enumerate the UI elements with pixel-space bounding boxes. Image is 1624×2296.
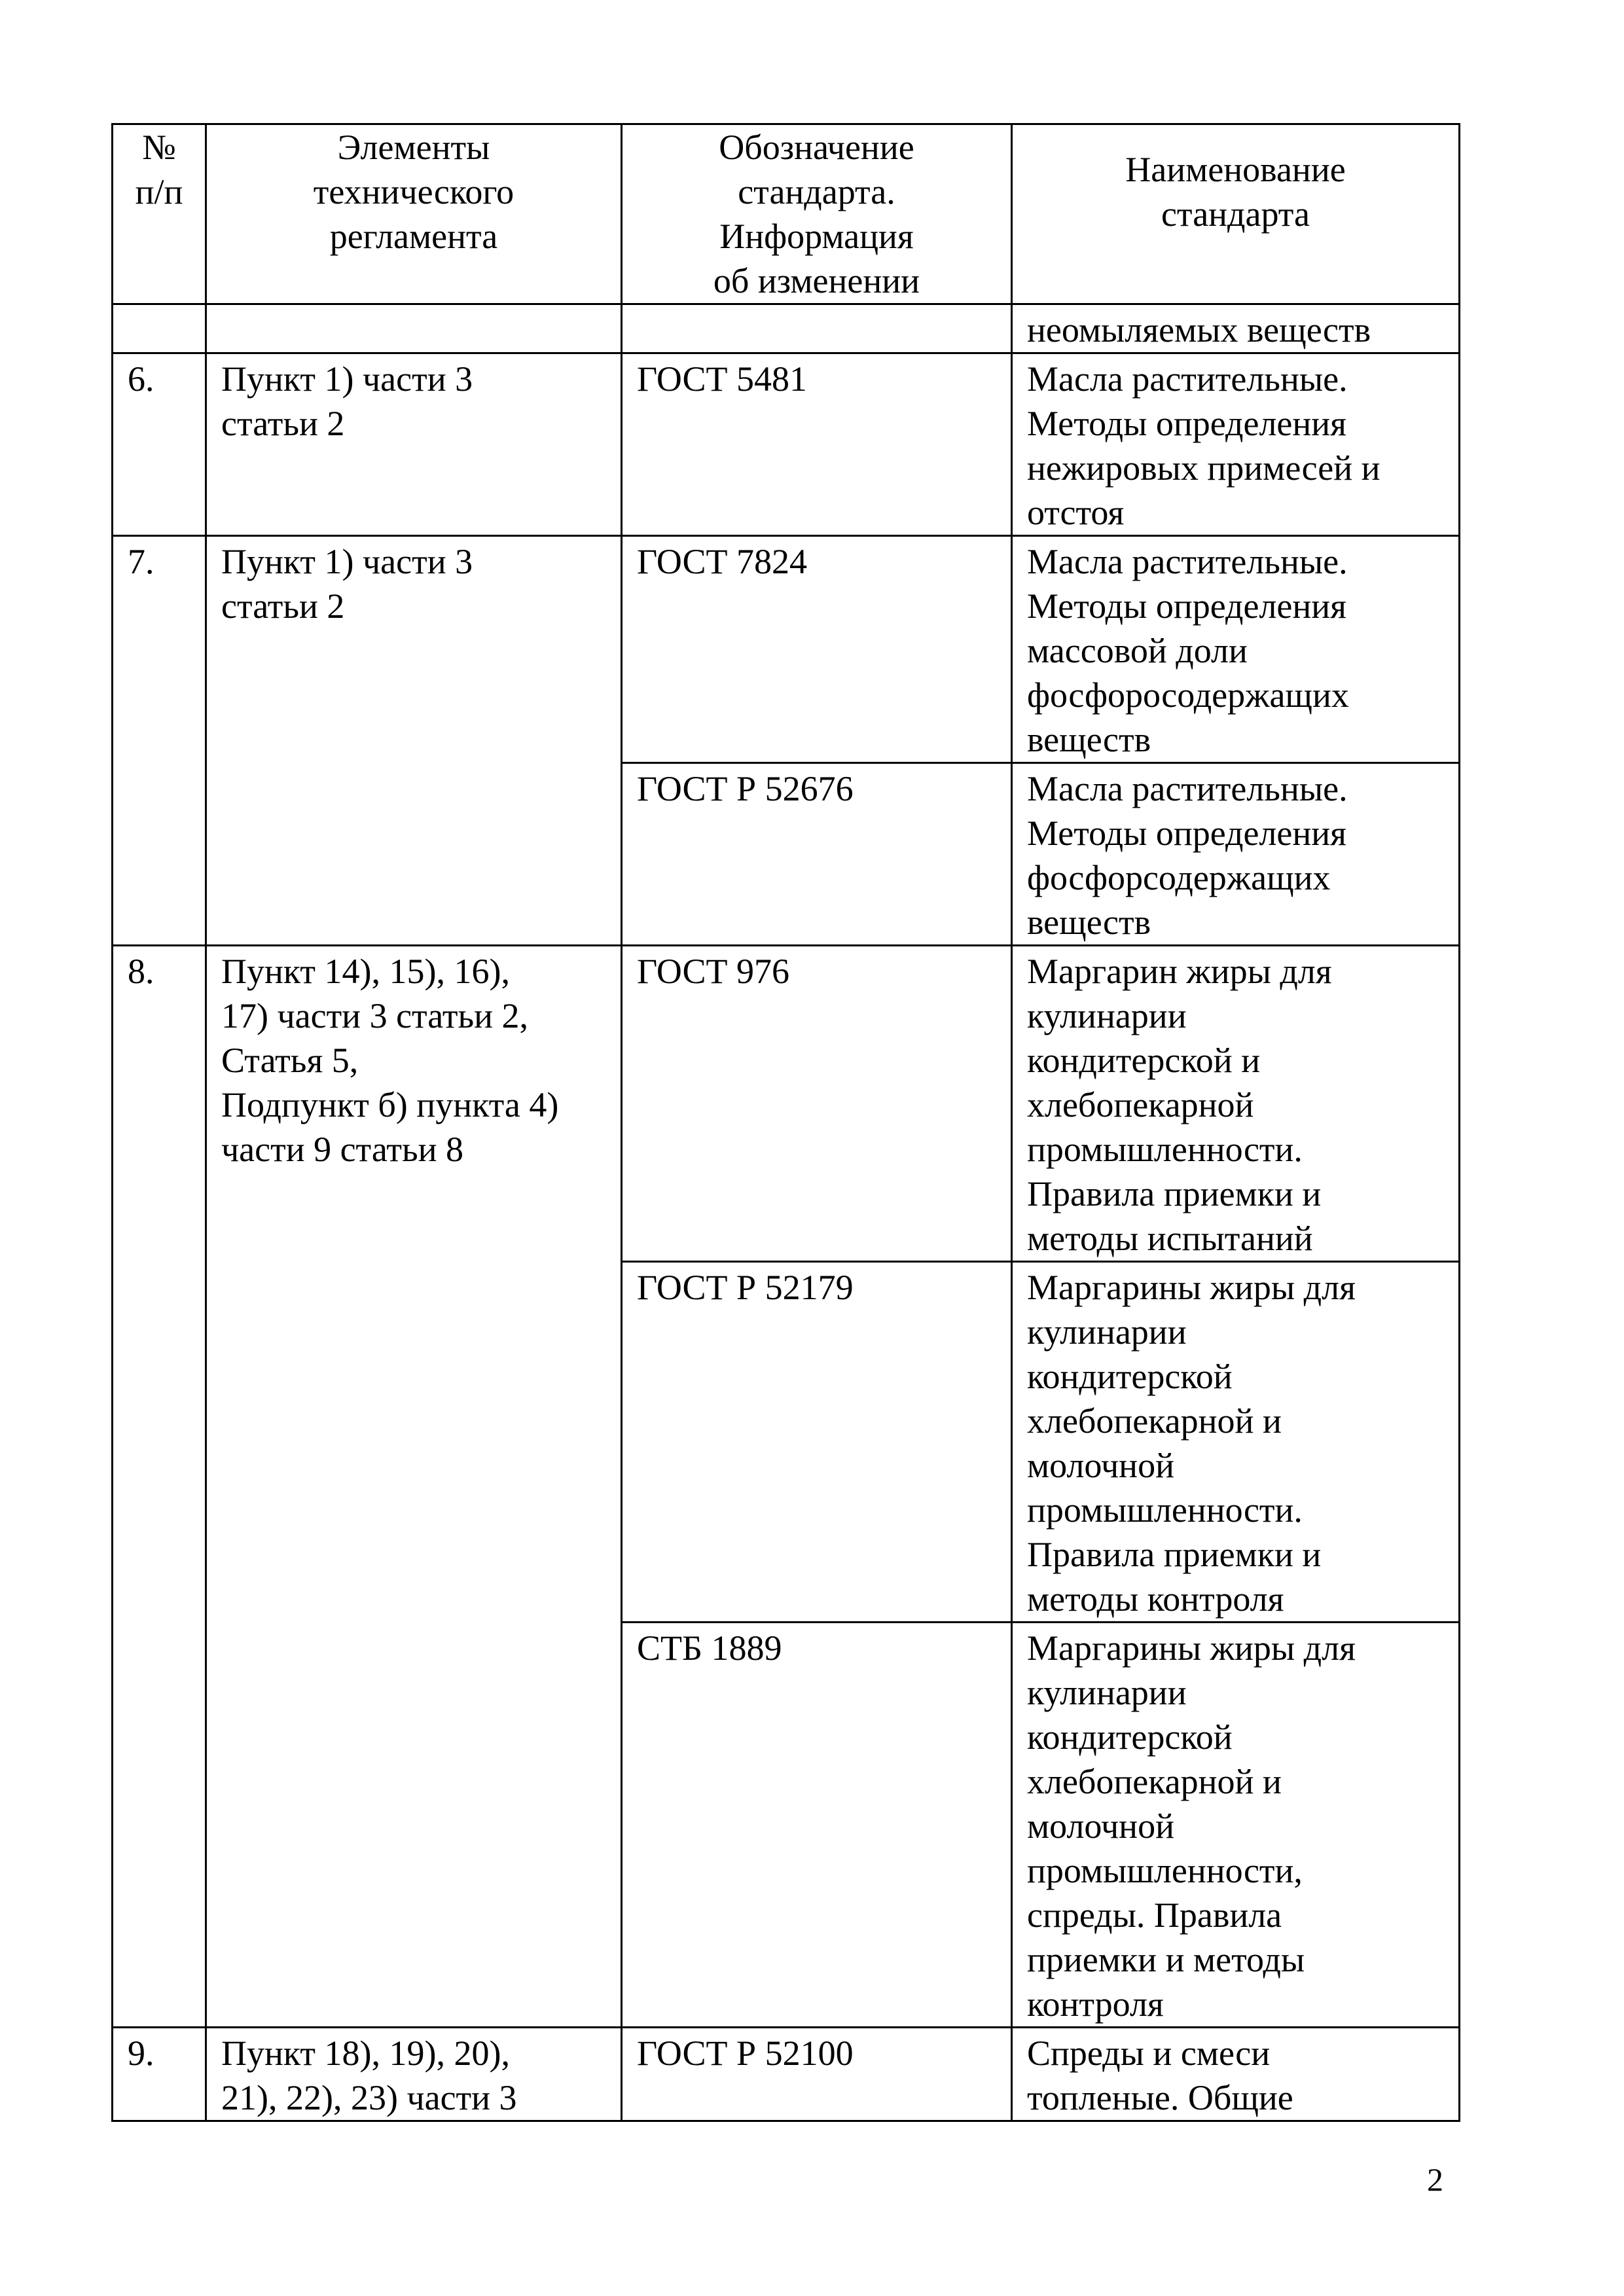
table-row xyxy=(113,353,1460,536)
cell-name: Масла растительные. Методы определения нежировых примесей и отстоя xyxy=(1012,353,1460,536)
cell-element: Пункт 1) части 3 статьи 2 xyxy=(206,536,622,946)
header-row xyxy=(113,124,1460,304)
cell-name: Маргарины жиры для кулинарии кондитерской хлебопекарной и молочной промышленности, спреды. Правила приемки и методы контроля xyxy=(1012,1623,1460,2028)
cell-name: Маргарин жиры для кулинарии кондитерской и хлебопекарной промышленности. Правила приемки и методы испытаний xyxy=(1012,946,1460,1262)
cell-code: ГОСТ Р 52676 xyxy=(622,763,1012,946)
cell-number: 8. xyxy=(113,946,206,2028)
cell-name: Спреды и смеси топленые. Общие xyxy=(1012,2028,1460,2121)
table-row xyxy=(113,536,1460,763)
cell-number: 9. xyxy=(113,2028,206,2121)
cell-code: ГОСТ Р 52179 xyxy=(622,1262,1012,1623)
cell-element: Пункт 14), 15), 16), 17) части 3 статьи 2, Статья 5, Подпункт б) пункта 4) части 9 статьи 8 xyxy=(206,946,622,2028)
cell-element: Пункт 1) части 3 статьи 2 xyxy=(206,353,622,536)
cell-code: ГОСТ 7824 xyxy=(622,536,1012,763)
table-row xyxy=(113,304,1460,353)
standards-table xyxy=(111,123,1460,2122)
cell-name: Масла растительные. Методы определения массовой доли фосфоросодержащих веществ xyxy=(1012,536,1460,763)
cell-element: Пункт 18), 19), 20), 21), 22), 23) части 3 xyxy=(206,2028,622,2121)
cell-name: Маргарины жиры для кулинарии кондитерской хлебопекарной и молочной промышленности. Правила приемки и методы контроля xyxy=(1012,1262,1460,1623)
cell-code: СТБ 1889 xyxy=(622,1623,1012,2028)
header-elements: Элементы технического регламента xyxy=(206,124,622,304)
cell-name: неомыляемых веществ xyxy=(1012,304,1460,353)
header-number: № п/п xyxy=(113,124,206,304)
table-row xyxy=(113,2028,1460,2121)
cell-name: Масла растительные. Методы определения фосфорсодержащих веществ xyxy=(1012,763,1460,946)
cell-code: ГОСТ Р 52100 xyxy=(622,2028,1012,2121)
cell-code: ГОСТ 5481 xyxy=(622,353,1012,536)
table-body xyxy=(113,304,1460,2121)
table-header xyxy=(113,124,1460,304)
cell-code: ГОСТ 976 xyxy=(622,946,1012,1262)
header-designation: Обозначение стандарта. Информация об изменении xyxy=(622,124,1012,304)
page-number: 2 xyxy=(1427,2161,1443,2198)
cell-element xyxy=(206,304,622,353)
cell-code xyxy=(622,304,1012,353)
cell-number: 7. xyxy=(113,536,206,946)
table-row xyxy=(113,946,1460,1262)
header-name: Наименование стандарта xyxy=(1012,124,1460,304)
cell-number: 6. xyxy=(113,353,206,536)
cell-number xyxy=(113,304,206,353)
